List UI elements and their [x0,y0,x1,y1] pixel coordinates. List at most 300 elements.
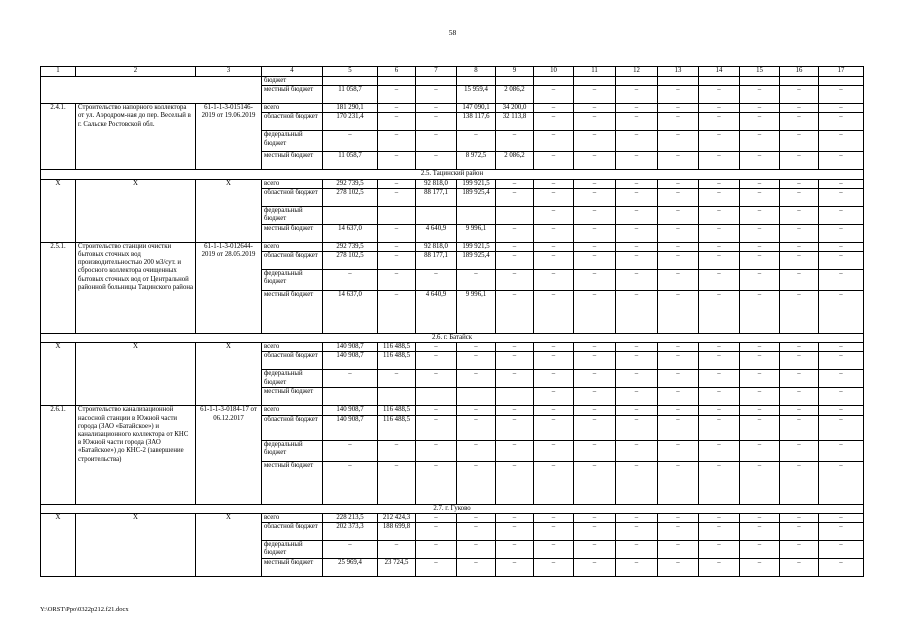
value-cell: 138 117,6 [457,113,496,131]
dash-cell: – [616,224,658,242]
value-cell: 140 908,7 [323,352,378,370]
dash-cell: – [534,415,574,440]
value-cell [416,206,457,224]
value-cell: 2 086,2 [496,152,534,170]
value-cell: 34 200,0 [496,104,534,113]
dash-cell: – [699,461,740,504]
dash-cell: – [616,559,658,577]
value-cell: – [457,541,496,559]
region-heading: 2.7. г. Гуково [41,504,864,513]
dash-cell: – [780,352,819,370]
blank-cell [496,77,534,86]
budget-label: местный бюджет [262,291,323,334]
value-cell: – [378,179,416,188]
dash-cell: – [699,370,740,388]
value-cell: – [416,415,457,440]
column-number: 2 [76,67,196,77]
budget-label: федеральный бюджет [262,131,323,152]
value-cell: – [378,461,416,504]
column-number: 3 [196,67,262,77]
dash-cell: – [616,270,658,291]
budget-label: всего [262,513,323,522]
dash-cell: – [699,206,740,224]
value-cell [416,388,457,406]
dash-cell: – [819,224,864,242]
dash-cell: – [780,523,819,541]
dash-cell: – [819,415,864,440]
value-cell: 32 113,8 [496,113,534,131]
dash-cell: – [819,206,864,224]
value-cell: – [323,440,378,461]
value-cell: 9 996,1 [457,224,496,242]
dash-cell: – [616,179,658,188]
dash-cell: – [658,415,699,440]
value-cell: – [378,252,416,270]
blank-cell [457,77,496,86]
dash-cell: – [780,252,819,270]
dash-cell: – [780,131,819,152]
dash-cell: – [658,242,699,251]
budget-label: бюджет [262,77,323,86]
blank-cell [416,77,457,86]
value-cell: 9 996,1 [457,291,496,334]
dash-cell: – [534,206,574,224]
region-heading-row [41,170,864,179]
dash-cell: – [658,541,699,559]
dash-cell: – [740,152,780,170]
x-col2: Х [76,513,196,576]
dash-cell: – [699,188,740,206]
dash-cell: – [574,523,616,541]
blank-cell [740,77,780,86]
value-cell: – [378,291,416,334]
dash-cell: – [740,291,780,334]
dash-cell: – [780,224,819,242]
dash-cell: – [574,270,616,291]
value-cell: 8 972,5 [457,152,496,170]
dash-cell: – [819,343,864,352]
dash-cell: – [616,352,658,370]
column-number-row [41,67,864,77]
budget-label: местный бюджет [262,224,323,242]
value-cell: 116 488,5 [378,406,416,415]
value-cell [457,388,496,406]
dash-cell: – [574,513,616,522]
dash-cell: – [780,270,819,291]
dash-cell: – [616,523,658,541]
value-cell: – [378,152,416,170]
value-cell: 116 488,5 [378,415,416,440]
dash-cell: – [740,86,780,104]
value-cell: 189 925,4 [457,252,496,270]
dash-cell: – [658,224,699,242]
dash-cell: – [699,440,740,461]
value-cell: 116 488,5 [378,352,416,370]
value-cell: 170 231,4 [323,113,378,131]
budget-label: областной бюджет [262,188,323,206]
dash-cell: – [534,188,574,206]
dash-cell: – [534,352,574,370]
value-cell: – [323,370,378,388]
dash-cell: – [616,252,658,270]
region-heading-row [41,504,864,513]
dash-cell: – [574,406,616,415]
dash-cell: – [616,343,658,352]
budget-label: всего [262,343,323,352]
dash-cell: – [574,113,616,131]
dash-cell: – [534,343,574,352]
budget-label: всего [262,242,323,251]
value-cell: – [496,343,534,352]
value-cell [457,206,496,224]
value-cell: – [457,415,496,440]
value-cell: – [416,270,457,291]
budget-label: областной бюджет [262,352,323,370]
dash-cell: – [740,523,780,541]
value-cell: – [378,370,416,388]
value-cell: 292 739,5 [323,242,378,251]
value-cell: – [378,440,416,461]
dash-cell: – [819,440,864,461]
blank-cell [699,77,740,86]
value-cell: 212 424,3 [378,513,416,522]
dash-cell: – [699,415,740,440]
dash-cell: – [819,86,864,104]
dash-cell: – [780,104,819,113]
dash-cell: – [574,415,616,440]
dash-cell: – [616,113,658,131]
x-col2: Х [76,343,196,406]
value-cell: – [457,343,496,352]
item-number: 2.6.1. [41,406,76,504]
value-cell: – [457,270,496,291]
dash-cell: – [780,291,819,334]
dash-cell: – [574,131,616,152]
value-cell: – [323,270,378,291]
column-number: 6 [378,67,416,77]
dash-cell: – [658,206,699,224]
dash-cell: – [780,406,819,415]
value-cell: 92 818,0 [416,179,457,188]
footer-file-path: Y:\ORST\Ppo\0322p212.f21.docx [40,606,129,613]
dash-cell: – [740,406,780,415]
dash-cell: – [780,370,819,388]
dash-cell: – [658,252,699,270]
dash-cell: – [574,559,616,577]
dash-cell: – [819,179,864,188]
dash-cell: – [616,370,658,388]
value-cell: – [416,440,457,461]
dash-cell: – [740,131,780,152]
value-cell: 278 102,5 [323,252,378,270]
item-code: 61-1-1-3-012644-2019 от 28.05.2019 [196,242,262,333]
value-cell: 228 213,5 [323,513,378,522]
value-cell: 15 959,4 [457,86,496,104]
value-cell: – [416,370,457,388]
dash-cell: – [740,252,780,270]
column-number: 17 [819,67,864,77]
blank-cell [616,77,658,86]
dash-cell: – [574,541,616,559]
value-cell: 147 090,1 [457,104,496,113]
value-cell: – [416,352,457,370]
dash-cell: – [658,86,699,104]
value-cell: 140 908,7 [323,406,378,415]
value-cell: 92 818,0 [416,242,457,251]
value-cell: – [378,113,416,131]
dash-cell: – [819,541,864,559]
value-cell: – [416,559,457,577]
blank-cell [378,77,416,86]
dash-cell: – [780,461,819,504]
x-col3: Х [196,343,262,406]
dash-cell: – [574,86,616,104]
budget-row [41,513,864,522]
value-cell: – [496,179,534,188]
dash-cell: – [819,388,864,406]
value-cell: – [416,86,457,104]
item-code: 61-1-1-3-015146-2019 от 19.06.2019 [196,104,262,170]
column-number: 15 [740,67,780,77]
value-cell: – [496,541,534,559]
value-cell: – [416,461,457,504]
value-cell: 199 921,5 [457,242,496,251]
dash-cell: – [534,523,574,541]
dash-cell: – [699,406,740,415]
dash-cell: – [819,188,864,206]
budget-label: федеральный бюджет [262,206,323,224]
column-number: 1 [41,67,76,77]
budget-row [41,104,864,113]
budget-label: местный бюджет [262,152,323,170]
value-cell: – [496,370,534,388]
region-heading: 2.5. Тацинский район [41,170,864,179]
value-cell: – [496,242,534,251]
dash-cell: – [740,179,780,188]
column-number: 7 [416,67,457,77]
budget-row [41,179,864,188]
dash-cell: – [616,242,658,251]
dash-cell: – [658,461,699,504]
dash-cell: – [658,188,699,206]
region-heading-row [41,334,864,343]
x-col1: Х [41,513,76,576]
dash-cell: – [534,388,574,406]
dash-cell: – [740,461,780,504]
dash-cell: – [740,415,780,440]
dash-cell: – [658,440,699,461]
dash-cell: – [740,541,780,559]
continuation-blank [41,77,262,104]
dash-cell: – [699,242,740,251]
dash-cell: – [574,179,616,188]
dash-cell: – [819,131,864,152]
dash-cell: – [819,461,864,504]
dash-cell: – [574,291,616,334]
dash-cell: – [740,388,780,406]
dash-cell: – [699,131,740,152]
dash-cell: – [699,559,740,577]
value-cell: 25 969,4 [323,559,378,577]
dash-cell: – [534,179,574,188]
dash-cell: – [658,179,699,188]
x-col3: Х [196,513,262,576]
column-number: 9 [496,67,534,77]
dash-cell: – [658,352,699,370]
value-cell: – [496,131,534,152]
dash-cell: – [658,131,699,152]
dash-cell: – [780,541,819,559]
blank-cell [658,77,699,86]
x-col2: Х [76,179,196,242]
value-cell: 278 102,5 [323,188,378,206]
dash-cell: – [616,86,658,104]
column-number: 8 [457,67,496,77]
dash-cell: – [534,291,574,334]
value-cell: – [416,406,457,415]
dash-cell: – [616,541,658,559]
value-cell: – [457,523,496,541]
value-cell: 4 640,9 [416,224,457,242]
dash-cell: – [574,206,616,224]
value-cell: – [323,131,378,152]
value-cell: 14 637,0 [323,291,378,334]
value-cell [496,388,534,406]
budget-label: федеральный бюджет [262,270,323,291]
dash-cell: – [616,440,658,461]
dash-cell: – [658,291,699,334]
dash-cell: – [534,513,574,522]
budget-label: всего [262,406,323,415]
dash-cell: – [534,252,574,270]
dash-cell: – [780,188,819,206]
dash-cell: – [658,388,699,406]
dash-cell: – [819,291,864,334]
dash-cell: – [740,343,780,352]
value-cell [496,206,534,224]
dash-cell: – [699,86,740,104]
dash-cell: – [534,559,574,577]
item-number: 2.4.1. [41,104,76,170]
dash-cell: – [780,513,819,522]
dash-cell: – [534,406,574,415]
column-number: 12 [616,67,658,77]
value-cell: – [496,523,534,541]
dash-cell: – [740,206,780,224]
dash-cell: – [616,388,658,406]
dash-cell: – [658,370,699,388]
x-col3: Х [196,179,262,242]
dash-cell: – [819,104,864,113]
value-cell: – [457,461,496,504]
column-number: 4 [262,67,323,77]
blank-cell [534,77,574,86]
dash-cell: – [740,270,780,291]
dash-cell: – [574,343,616,352]
column-number: 14 [699,67,740,77]
dash-cell: – [574,242,616,251]
dash-cell: – [740,224,780,242]
dash-cell: – [699,113,740,131]
dash-cell: – [534,242,574,251]
dash-cell: – [819,513,864,522]
column-number: 16 [780,67,819,77]
budget-row [41,343,864,352]
dash-cell: – [658,406,699,415]
dash-cell: – [740,104,780,113]
blank-cell [323,77,378,86]
dash-cell: – [534,370,574,388]
dash-cell: – [658,513,699,522]
value-cell: – [416,152,457,170]
value-cell: – [457,370,496,388]
dash-cell: – [819,252,864,270]
dash-cell: – [658,270,699,291]
value-cell: – [496,406,534,415]
value-cell: – [457,352,496,370]
item-name: Строительство канализационной насосной станции в Южной части города (ЗАО «Батайское») и канализационного коллектора от КНС в Южной части города (ЗАО «Батайское») до КНС-2 (завершение строительства) [76,406,196,504]
dash-cell: – [780,179,819,188]
dash-cell: – [574,224,616,242]
blank-cell [574,77,616,86]
dash-cell: – [658,343,699,352]
value-cell: – [496,352,534,370]
value-cell: – [496,440,534,461]
dash-cell: – [534,440,574,461]
dash-cell: – [780,415,819,440]
value-cell: – [496,415,534,440]
blank-cell [780,77,819,86]
dash-cell: – [616,291,658,334]
value-cell: 292 739,5 [323,179,378,188]
value-cell: 202 373,3 [323,523,378,541]
value-cell: – [416,131,457,152]
dash-cell: – [616,461,658,504]
dash-cell: – [780,388,819,406]
dash-cell: – [780,559,819,577]
value-cell: – [457,440,496,461]
budget-label: областной бюджет [262,523,323,541]
column-number: 10 [534,67,574,77]
dash-cell: – [780,86,819,104]
dash-cell: – [616,188,658,206]
dash-cell: – [780,440,819,461]
value-cell: – [496,252,534,270]
budget-label: областной бюджет [262,415,323,440]
budget-label: всего [262,104,323,113]
budget-label: федеральный бюджет [262,541,323,559]
dash-cell: – [574,370,616,388]
page-number: 58 [448,28,457,37]
dash-cell: – [574,388,616,406]
dash-cell: – [819,523,864,541]
value-cell: – [378,86,416,104]
dash-cell: – [819,152,864,170]
value-cell: 181 290,1 [323,104,378,113]
dash-cell: – [740,352,780,370]
dash-cell: – [699,152,740,170]
dash-cell: – [699,179,740,188]
dash-cell: – [819,113,864,131]
program-table [40,66,864,577]
dash-cell: – [699,388,740,406]
dash-cell: – [534,270,574,291]
value-cell [323,388,378,406]
dash-cell: – [699,523,740,541]
dash-cell: – [574,188,616,206]
dash-cell: – [699,252,740,270]
value-cell: – [416,523,457,541]
